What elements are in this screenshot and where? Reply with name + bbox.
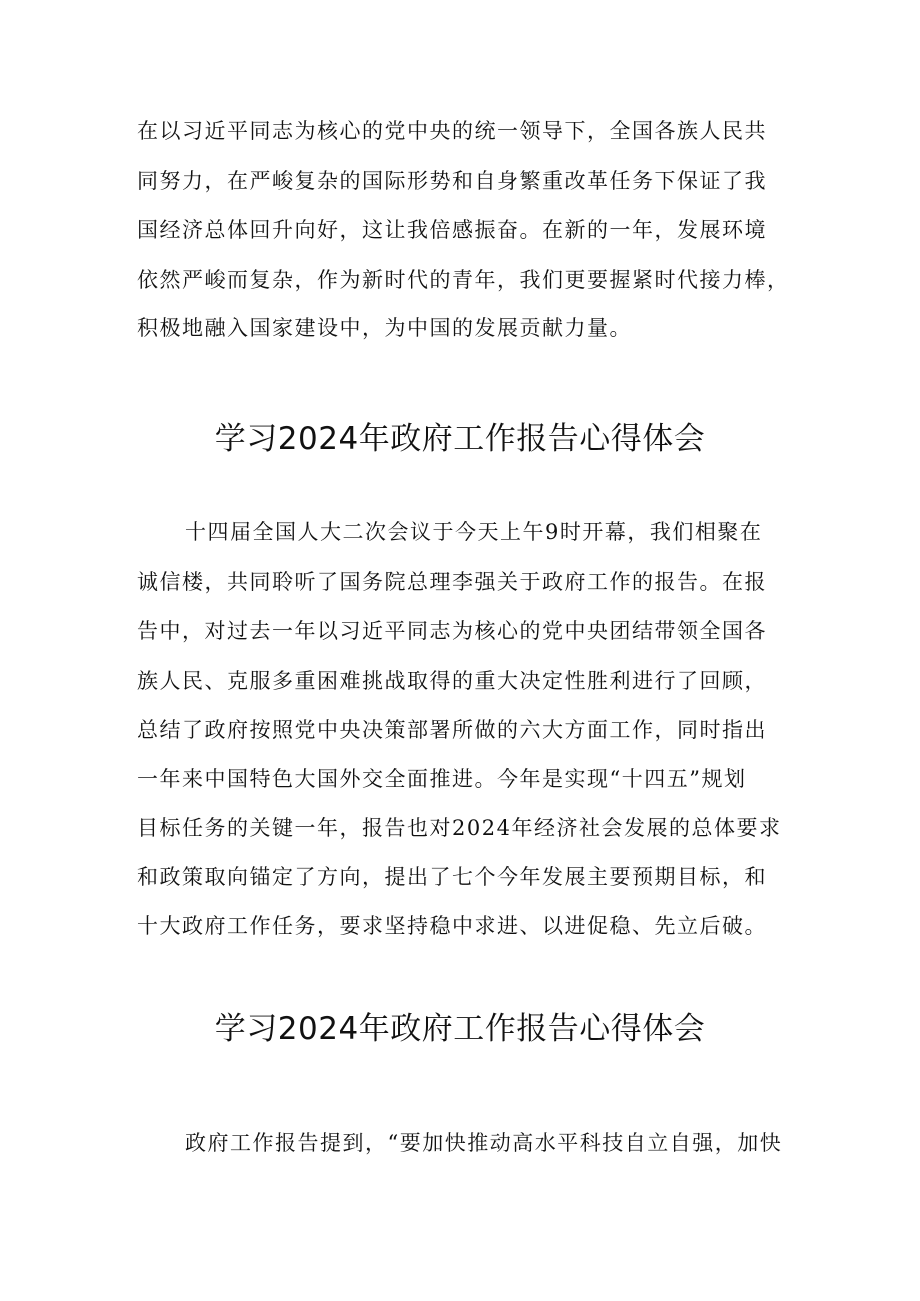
paragraph-line: 总结了政府按照党中央决策部署所做的六大方面工作，同时指出: [137, 718, 767, 742]
paragraph-line: 积极地融入国家建设中，为中国的发展贡献力量。: [137, 316, 632, 340]
paragraph-line: 诚信楼，共同聆听了国务院总理李强关于政府工作的报告。在报: [137, 570, 767, 594]
paragraph-line: 同努力，在严峻复杂的国际形势和自身繁重改革任务下保证了我: [137, 169, 767, 193]
paragraph-line: 在以习近平同志为核心的党中央的统一领导下，全国各族人民共: [137, 119, 767, 143]
paragraph-line: 依然严峻而复杂，作为新时代的青年，我们更要握紧时代接力棒，: [137, 268, 790, 292]
paragraph-line: 政府工作报告提到，“要加快推动高水平科技自立自强，加快: [185, 1131, 783, 1155]
paragraph-line: 和政策取向锚定了方向，提出了七个今年发展主要预期目标，和: [137, 865, 767, 889]
paragraph-line: 目标任务的关键一年，报告也对2024年经济社会发展的总体要求: [137, 816, 782, 840]
paragraph-line: 国经济总体回升向好，这让我倍感振奋。在新的一年，发展环境: [137, 218, 767, 242]
paragraph-line: 一年来中国特色大国外交全面推进。今年是实现“十四五”规划: [137, 767, 747, 791]
paragraph-line: 十大政府工作任务，要求坚持稳中求进、以进促稳、先立后破。: [137, 914, 767, 938]
paragraph-line: 族人民、克服多重困难挑战取得的重大决定性胜利进行了回顾，: [137, 669, 767, 693]
section-heading: 学习2024年政府工作报告心得体会: [214, 1011, 706, 1047]
section-heading: 学习2024年政府工作报告心得体会: [214, 421, 706, 457]
paragraph-line: 十四届全国人大二次会议于今天上午9时开幕，我们相聚在: [185, 520, 763, 544]
paragraph-line: 告中，对过去一年以习近平同志为核心的党中央团结带领全国各: [137, 619, 767, 643]
